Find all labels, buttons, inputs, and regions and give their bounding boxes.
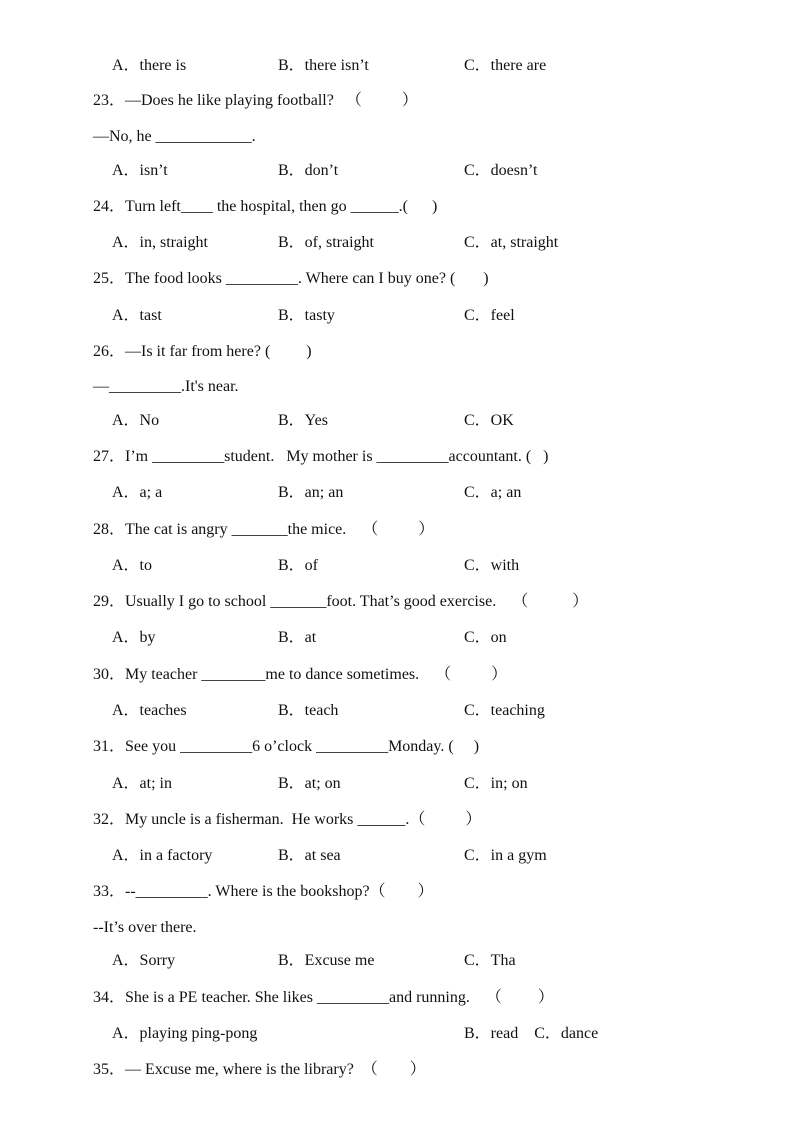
question-line: —_________.It's near. [93,378,239,395]
answer-option: B．tasty [278,307,335,324]
question-line: 32．My uncle is a fisherman. He works ______.（ ） [93,811,482,828]
answer-option: C．at, straight [464,234,559,251]
answer-option: B．an; an [278,484,344,501]
question-line: 29．Usually I go to school _______foot. That’s good exercise. （ ） [93,593,589,610]
answer-option: A．teaches [112,702,187,719]
answer-option: A．at; in [112,775,172,792]
answer-option: B．Excuse me [278,952,375,969]
answer-option: C．Tha [464,952,516,969]
answer-option: B．at sea [278,847,341,864]
question-line: 34．She is a PE teacher. She likes _________and running. （ ） [93,989,554,1006]
answer-option: A．a; a [112,484,163,501]
answer-option: A．to [112,557,153,574]
answer-option: B．there isn’t [278,57,369,74]
question-line: 31．See you _________6 o’clock _________Monday. ( ) [93,738,480,755]
question-line: 26．—Is it far from here? ( ) [93,343,312,360]
question-line: 27．I’m _________student. My mother is _________accountant. ( ) [93,448,549,465]
answer-option: B．Yes [278,412,328,429]
answer-option: B．of [278,557,319,574]
answer-option: C．with [464,557,520,574]
answer-option: C．on [464,629,507,646]
answer-option: A．there is [112,57,187,74]
answer-option: B．don’t [278,162,339,179]
answer-option: C．in a gym [464,847,547,864]
answer-option: C．doesn’t [464,162,538,179]
question-line: 24．Turn left____ the hospital, then go ______.( ) [93,198,438,215]
answer-option: A．isn’t [112,162,168,179]
answer-option: A．in, straight [112,234,208,251]
answer-option: B．read C．dance [464,1025,599,1042]
question-line: 30．My teacher ________me to dance sometimes. （ ） [93,666,508,683]
answer-option: C．OK [464,412,514,429]
answer-option: C．a; an [464,484,522,501]
answer-option: A．in a factory [112,847,213,864]
answer-option: C．teaching [464,702,545,719]
question-line: —No, he ____________. [93,128,256,145]
question-line: 25．The food looks _________. Where can I buy one? ( ) [93,270,489,287]
answer-option: B．teach [278,702,339,719]
answer-option: B．at; on [278,775,341,792]
answer-option: A．by [112,629,156,646]
answer-option: C．there are [464,57,547,74]
answer-option: A．No [112,412,160,429]
answer-option: A．Sorry [112,952,176,969]
question-line: 33．--_________. Where is the bookshop?（ ） [93,883,434,900]
answer-option: A．playing ping-pong [112,1025,258,1042]
answer-option: C．feel [464,307,515,324]
question-line: 35．— Excuse me, where is the library? （ ） [93,1061,426,1078]
question-line: --It’s over there. [93,919,197,936]
question-line: 23．—Does he like playing football? （ ） [93,92,418,109]
answer-option: C．in; on [464,775,528,792]
answer-option: B．of, straight [278,234,374,251]
answer-option: B．at [278,629,317,646]
question-line: 28．The cat is angry _______the mice. （ ） [93,521,435,538]
answer-option: A．tast [112,307,162,324]
